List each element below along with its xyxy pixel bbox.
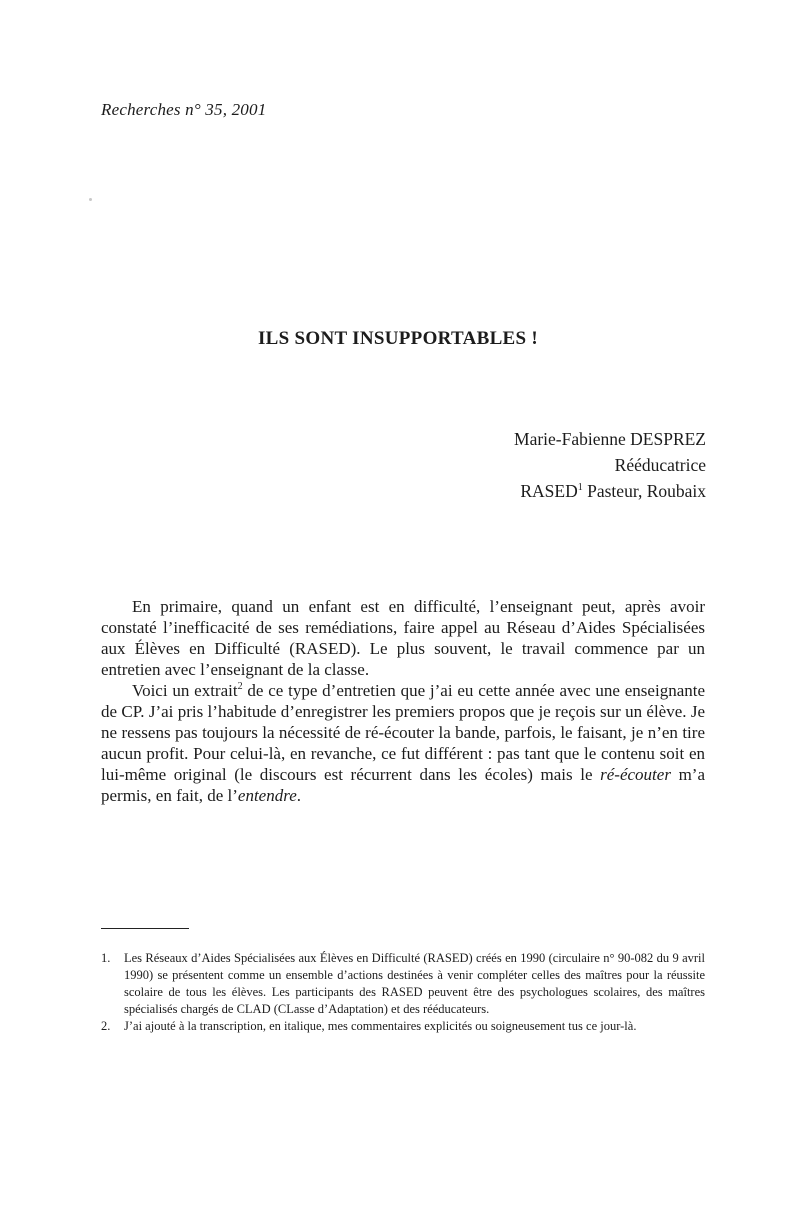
footnotes [101,950,705,1035]
affiliation-suffix: Pasteur, Roubaix [582,481,706,501]
para2-text-d: . [296,786,302,805]
scan-speck [89,198,92,201]
para2-italic-reecouter: ré-écouter [600,765,671,784]
author-name: Marie-Fabienne DESPREZ [514,429,706,449]
para2-italic-entendre: entendre [237,786,297,805]
article-title: ILS SONT INSUPPORTABLES ! [257,328,539,349]
article-body [101,596,705,806]
footnote-separator [101,928,189,929]
paragraph-1: En primaire, quand un enfant est en difficulté, l’enseignant peut, après avoir constaté l’inefficacité de ses remédiations, faire appel au Réseau d’Aides Spécialisées aux Élèves en Difficulté (RASED). Le plus souvent, le travail commence par un entretien avec l’enseignant de la classe. [101,597,705,679]
author-role: Rééducatrice [614,455,706,475]
footnote-1 [101,950,705,1018]
footnote-ref-1[interactable]: 1 [577,482,583,493]
running-header: Recherches n° 35, 2001 [101,100,267,119]
para2-text-b: de ce type d’entretien que j’ai eu cette année avec une enseignante de CP. J’ai pris l’habitude d’enregistrer les premiers propos que je reçois sur un élève. Je ne ressens pas toujours la nécessité de ré-écouter la bande, parfois, le faisant, je n’en tire aucun profit. Pour celui-là, en revanche, ce fut différent : pas tant que le contenu soit en lui-même original (le discours est récurrent dans les écoles) mais le [101,681,706,784]
affiliation-prefix: RASED [520,481,578,501]
paragraph-2 [101,680,705,806]
para2-text-a: Voici un extrait [132,681,238,700]
footnote-text: J’ai ajouté à la transcription, en italique, mes commentaires explicités ou soigneusement tus ce jour-là. [124,1019,637,1033]
footnote-2 [101,1018,705,1035]
para2-text-c: m’a permis, en fait, de l’ [101,765,705,805]
footnote-number: 2. [101,1019,111,1033]
footnote-number: 1. [101,951,111,965]
footnote-ref-2[interactable]: 2 [237,681,243,692]
author-block [514,426,706,504]
author-affiliation [514,478,706,504]
footnote-text: Les Réseaux d’Aides Spécialisées aux Élèves en Difficulté (RASED) créés en 1990 (circulaire n° 90-082 du 9 avril 1990) se présentent comme un ensemble d’actions destinées à venir compléter celles des maîtres pour la réussite scolaire de tous les élèves. Les participants des RASED peuvent être des psychologues scolaires, des maîtres spécialisés chargés de CLAD (CLasse d’Adaptation) et des rééducateurs. [124,951,705,1016]
